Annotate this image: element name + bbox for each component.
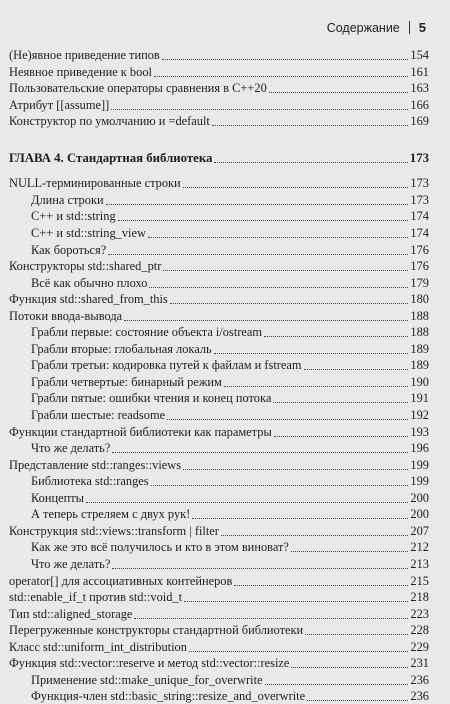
dot-leader [134, 618, 408, 619]
toc-entry-title: А теперь стреляем с двух рук! [31, 507, 191, 522]
dot-leader [148, 237, 408, 238]
toc-entry-title: Конструкторы std::shared_ptr [9, 259, 162, 274]
toc-entry-page: 200 [410, 490, 429, 505]
toc-entry-page: 161 [410, 64, 429, 79]
toc-entry [0, 588, 450, 605]
toc-entry-page: 215 [410, 573, 429, 588]
toc-entry [0, 63, 450, 80]
toc-entry [0, 174, 450, 191]
toc-entry-page: 189 [410, 358, 429, 373]
toc-entry-title: Перегруженные конструкторы стандартной библиотеки [9, 623, 304, 638]
toc-chapter-entry [0, 149, 450, 166]
toc-entry [0, 538, 450, 555]
toc-entry-page: 223 [410, 606, 429, 621]
toc-entry-page: 179 [410, 275, 429, 290]
toc-entry [0, 605, 450, 622]
header-title: Содержание [326, 20, 400, 35]
toc-entry [0, 555, 450, 572]
dot-leader [124, 320, 408, 321]
toc-entry-title: Конструктор по умолчанию и =default [9, 114, 210, 129]
toc-entry-title: Функция-член std::basic_string::resize_and_overwrite [31, 689, 306, 704]
toc-entry-page: 176 [410, 242, 429, 257]
dot-leader [112, 568, 408, 569]
toc-entry [0, 505, 450, 522]
toc-entry [0, 654, 450, 671]
dot-leader [269, 92, 409, 93]
toc-entry [0, 274, 450, 291]
toc-entry-title: Грабли третьи: кодировка путей к файлам и fstream [31, 358, 302, 373]
dot-leader [214, 353, 409, 354]
toc-entry-title: (Не)явное приведение типов [9, 48, 160, 62]
dot-leader [214, 162, 407, 163]
toc-entry-title: Грабли вторые: глобальная локаль [31, 341, 212, 356]
toc-entry [0, 340, 450, 357]
toc-entry [0, 224, 450, 241]
toc-entry-title: Класс std::uniform_int_distribution [9, 639, 187, 654]
toc-entry [0, 191, 450, 208]
toc-entry-page: 212 [410, 540, 429, 555]
toc-entry-title: Потоки ввода-вывода [9, 308, 123, 323]
dot-leader [264, 336, 408, 337]
toc-entry [0, 406, 450, 423]
toc-entry-title: ГЛАВА 4. Стандартная библиотека [9, 150, 213, 165]
dot-leader [149, 287, 408, 288]
toc-entry-page: 189 [410, 341, 429, 356]
dot-leader [224, 386, 409, 387]
toc-entry [0, 307, 450, 324]
toc-entry [0, 456, 450, 473]
toc-entry-title: Длина строки [31, 192, 104, 207]
toc-entry [0, 257, 450, 274]
toc-entry-title: Что же делать? [31, 556, 111, 571]
dot-leader [274, 436, 409, 437]
toc-entry [0, 423, 450, 440]
toc-entry-title: C++ и std::string_view [31, 225, 146, 240]
toc-entry [0, 671, 450, 688]
toc-entry [0, 290, 450, 307]
toc-entry-page: 154 [410, 48, 429, 62]
toc-entry-page: 236 [410, 689, 429, 704]
dot-leader [108, 254, 408, 255]
dot-leader [183, 469, 408, 470]
toc-entry-page: 173 [409, 150, 429, 165]
toc-entry [0, 389, 450, 406]
toc-entry [0, 472, 450, 489]
dot-leader [106, 204, 409, 205]
dot-leader [304, 369, 409, 370]
dot-leader [307, 700, 408, 701]
toc-entry [0, 621, 450, 638]
toc-entry-page: 180 [410, 292, 429, 307]
dot-leader [212, 125, 409, 126]
toc-entry-page: 199 [410, 474, 429, 489]
toc-entry-page: 166 [410, 97, 429, 112]
toc-entry-title: Неявное приведение к bool [9, 64, 152, 79]
toc-entry-page: 173 [410, 176, 429, 191]
running-header [327, 20, 426, 35]
dot-leader [184, 601, 408, 602]
toc-entry-title: C++ и std::string [31, 209, 116, 224]
toc-entry-page: 174 [410, 225, 429, 240]
toc-entry [0, 373, 450, 390]
toc-entry-page: 190 [410, 374, 429, 389]
toc-entry [0, 323, 450, 340]
toc-entry-page: 199 [410, 457, 429, 472]
dot-leader [265, 684, 409, 685]
toc-entry-page: 192 [410, 408, 429, 422]
toc-entry [0, 96, 450, 113]
toc-entry [0, 207, 450, 224]
toc-entry [0, 79, 450, 96]
toc-entry [0, 572, 450, 589]
toc-entry-title: Функция std::shared_from_this [9, 292, 168, 307]
toc-entry-title: Применение std::make_unique_for_overwrite [31, 672, 263, 687]
toc-entry-title: Грабли четвертые: бинарный режим [31, 374, 222, 389]
toc-entry-page: 173 [410, 192, 429, 207]
toc-entry [0, 687, 450, 704]
toc-entry-page: 163 [410, 81, 429, 96]
toc-entry-page: 169 [410, 114, 429, 129]
toc-entry-page: 231 [410, 656, 429, 671]
toc-entry-page: 213 [410, 556, 429, 571]
toc-entry-title: Грабли пятые: ошибки чтения и конец потока [31, 391, 272, 406]
toc-entry [0, 439, 450, 456]
dot-leader [234, 585, 408, 586]
toc-entry-title: Как же это всё получилось и кто в этом виноват? [31, 540, 289, 555]
toc-entry-title: std::enable_if_t против std::void_t [9, 590, 183, 605]
dot-leader [305, 634, 408, 635]
toc-entry-page: 191 [410, 391, 429, 406]
toc-entry-title: Грабли первые: состояние объекта i/ostream [31, 325, 263, 340]
dot-leader [273, 402, 408, 403]
toc-entry-title: operator[] для ассоциативных контейнеров [9, 573, 233, 588]
toc-entry-title: Как бороться? [31, 242, 107, 257]
toc-entry [0, 356, 450, 373]
toc-entry-title: Конструкция std::views::transform | filter [9, 523, 219, 538]
dot-leader [112, 452, 408, 453]
dot-leader [163, 270, 408, 271]
toc-entry-title: Функции стандартной библиотеки как параметры [9, 424, 272, 439]
dot-leader [167, 419, 408, 420]
dot-leader [111, 109, 408, 110]
dot-leader [154, 76, 408, 77]
toc-entry-title: Что же делать? [31, 441, 111, 456]
toc-entry-title: Грабли шестые: readsome [31, 408, 166, 422]
toc-entry-page: 196 [410, 441, 429, 456]
toc-entry [0, 489, 450, 506]
toc-entry-page: 193 [410, 424, 429, 439]
toc-entry [0, 522, 450, 539]
toc-entry-title: Представление std::ranges::views [9, 457, 182, 472]
dot-leader [162, 59, 409, 60]
dot-leader [291, 667, 408, 668]
header-separator [409, 21, 410, 34]
toc-entry-page: 229 [410, 639, 429, 654]
toc-entry [0, 638, 450, 655]
toc-entry-page: 236 [410, 672, 429, 687]
toc-entry-title: NULL-терминированные строки [9, 176, 181, 191]
toc-entry-title: Концепты [31, 490, 84, 505]
toc-entry-title: Библиотека std::ranges [31, 474, 149, 489]
dot-leader [86, 502, 408, 503]
toc-entry-title: Функция std::vector::reserve и метод std::vector::resize [9, 656, 290, 671]
toc-entry [0, 241, 450, 258]
toc-entry-title: Атрибут [[assume]] [9, 97, 110, 112]
toc-entry-title: Тип std::aligned_storage [9, 606, 133, 621]
dot-leader [151, 485, 409, 486]
dot-leader [192, 518, 408, 519]
toc-entry-page: 200 [410, 507, 429, 522]
toc-entry-page: 188 [410, 308, 429, 323]
toc-entry-title: Пользовательские операторы сравнения в C++20 [9, 81, 267, 96]
dot-leader [183, 187, 409, 188]
toc-entry-page: 228 [410, 623, 429, 638]
toc-entry-page: 188 [410, 325, 429, 340]
toc-entry-page: 176 [410, 259, 429, 274]
dot-leader [189, 651, 408, 652]
dot-leader [118, 220, 409, 221]
dot-leader [221, 535, 408, 536]
dot-leader [291, 551, 408, 552]
toc-entry [0, 46, 450, 63]
toc-entry-page: 174 [410, 209, 429, 224]
page-number: 5 [418, 20, 426, 35]
toc-entry-page: 207 [410, 523, 429, 538]
toc-entry-page: 218 [410, 590, 429, 605]
toc-entry [0, 112, 450, 129]
dot-leader [170, 303, 409, 304]
toc-entry-title: Всё как обычно плохо [31, 275, 148, 290]
